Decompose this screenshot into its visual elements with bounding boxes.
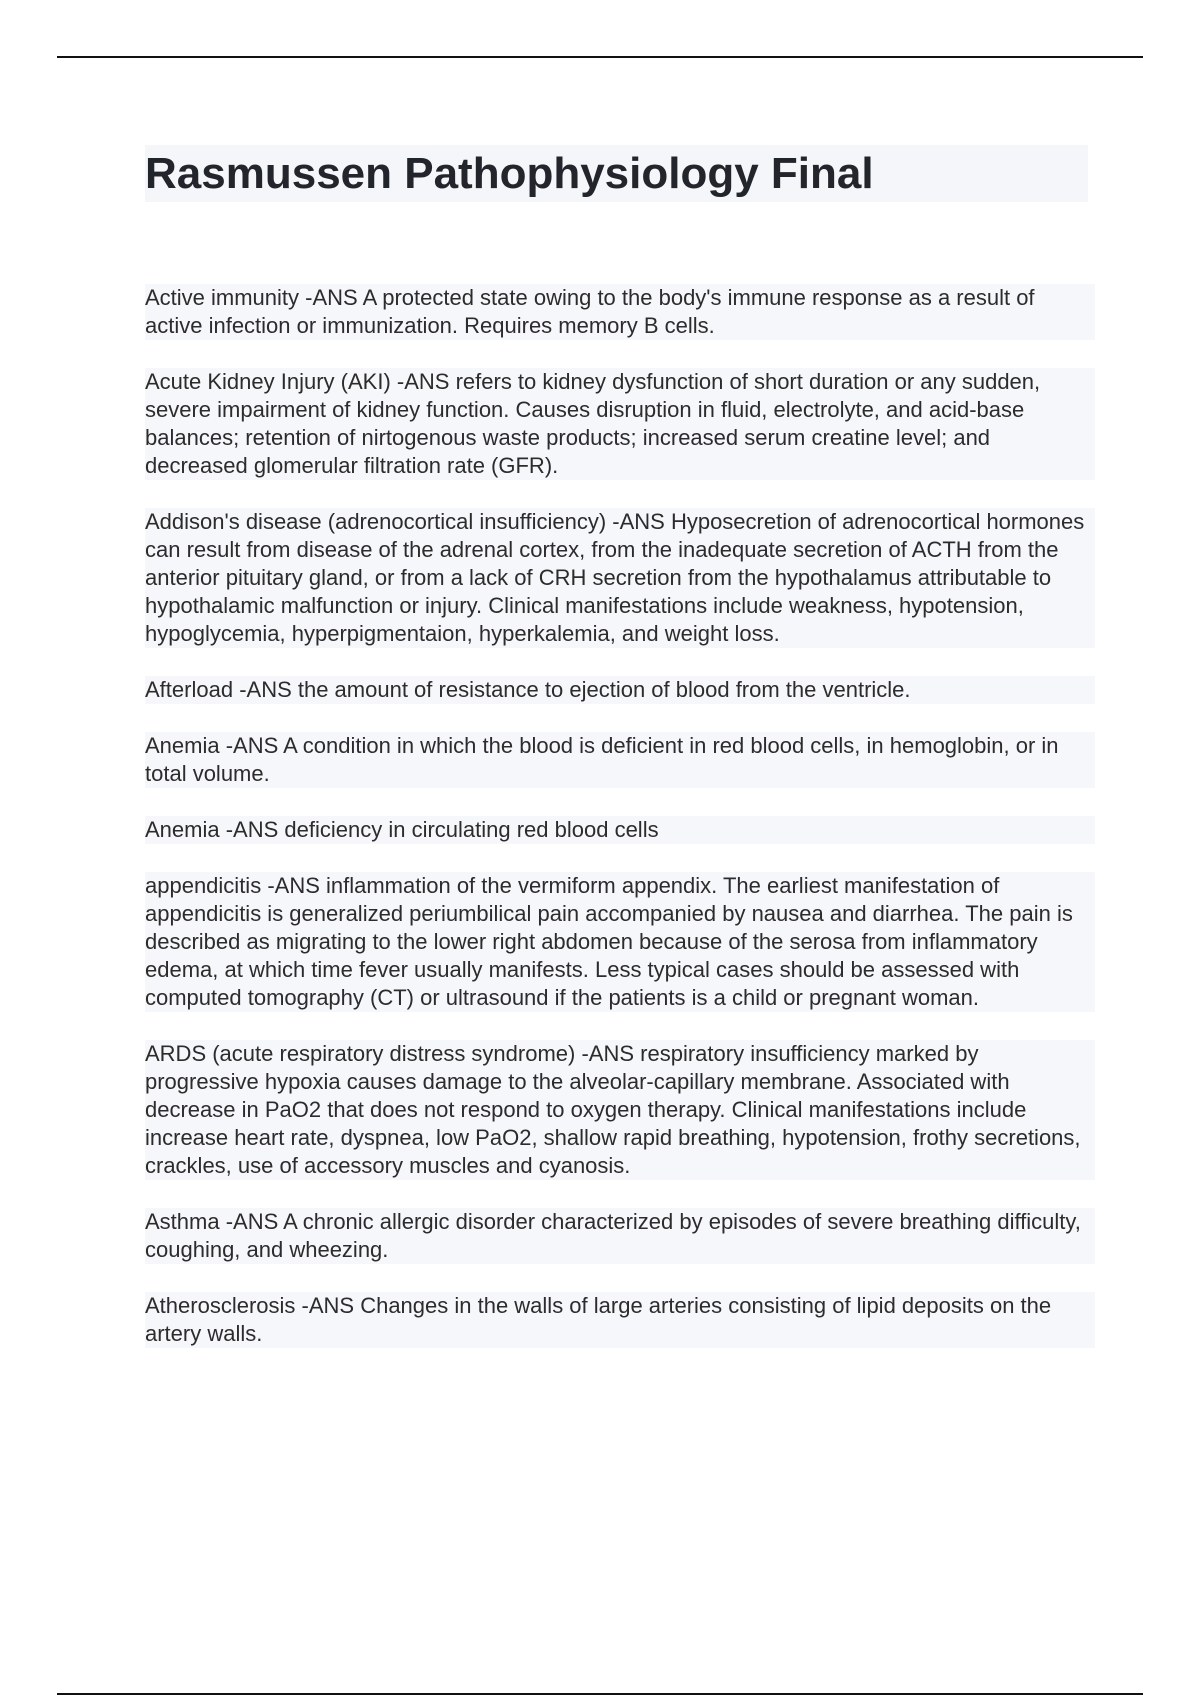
list-item — [145, 676, 1095, 704]
entry-term: Atherosclerosis — [145, 1293, 296, 1318]
entry-definition: -ANS the amount of resistance to ejection of blood from the ventricle. — [239, 677, 911, 702]
list-item — [145, 872, 1095, 1012]
entry-definition: -ANS Hyposecretion of adrenocortical hormones can result from disease of the adrenal cortex, from the inadequate secretion of ACTH from the anterior pituitary gland, or from a lack of CRH secretion from the hypothalamus attributable to hypothalamic malfunction or injury. Clinical manifestations include weakness, hypotension, hypoglycemia, hyperpigmentaion, hyperkalemia, and weight loss. — [145, 509, 1085, 646]
entry-definition: -ANS inflammation of the vermiform appendix. The earliest manifestation of appendicitis is generalized periumbilical pain accompanied by nausea and diarrhea. The pain is described as migrating to the lower right abdomen because of the serosa from inflammatory edema, at which time fever usually manifests. Less typical cases should be assessed with computed tomography (CT) or ultrasound if the patients is a child or pregnant woman. — [145, 873, 1073, 1010]
entry-term: Anemia — [145, 733, 220, 758]
list-item — [145, 732, 1095, 788]
list-item — [145, 284, 1095, 340]
entry-term: Anemia — [145, 817, 220, 842]
list-item — [145, 816, 1095, 844]
entry-term: Asthma — [145, 1209, 220, 1234]
entry-term: ARDS (acute respiratory distress syndrome) — [145, 1041, 576, 1066]
list-item — [145, 1040, 1095, 1180]
entry-term: Addison's disease (adrenocortical insufficiency) — [145, 509, 607, 534]
entry-term: appendicitis — [145, 873, 262, 898]
entry-definition: -ANS A protected state owing to the body's immune response as a result of active infection or immunization. Requires memory B cells. — [145, 285, 1035, 338]
entry-definition: -ANS refers to kidney dysfunction of short duration or any sudden, severe impairment of kidney function. Causes disruption in fluid, electrolyte, and acid-base balances; retention of nirtogenous waste products; increased serum creatine level; and decreased glomerular filtration rate (GFR). — [145, 369, 1041, 478]
entry-definition: -ANS deficiency in circulating red blood cells — [225, 817, 659, 842]
entry-term: Afterload — [145, 677, 234, 702]
list-item — [145, 368, 1095, 480]
flashcard-list — [145, 284, 1095, 1376]
list-item — [145, 1208, 1095, 1264]
page-title: Rasmussen Pathophysiology Final — [145, 149, 874, 198]
entry-definition: -ANS respiratory insufficiency marked by progressive hypoxia causes damage to the alveolar-capillary membrane. Associated with decrease in PaO2 that does not respond to oxygen therapy. Clinical manifestations include increase heart rate, dyspnea, low PaO2, shallow rapid breathing, hypotension, frothy secretions, crackles, use of accessory muscles and cyanosis. — [145, 1041, 1081, 1178]
bottom-rule — [57, 1693, 1143, 1695]
entry-term: Active immunity — [145, 285, 300, 310]
entry-definition: -ANS A condition in which the blood is deficient in red blood cells, in hemoglobin, or in total volume. — [145, 733, 1059, 786]
list-item — [145, 508, 1095, 648]
entry-term: Acute Kidney Injury (AKI) — [145, 369, 391, 394]
entry-definition: -ANS A chronic allergic disorder characterized by episodes of severe breathing difficulty, coughing, and wheezing. — [145, 1209, 1081, 1262]
top-rule — [57, 56, 1143, 58]
entry-definition: -ANS Changes in the walls of large arteries consisting of lipid deposits on the artery walls. — [145, 1293, 1052, 1346]
list-item — [145, 1292, 1095, 1348]
